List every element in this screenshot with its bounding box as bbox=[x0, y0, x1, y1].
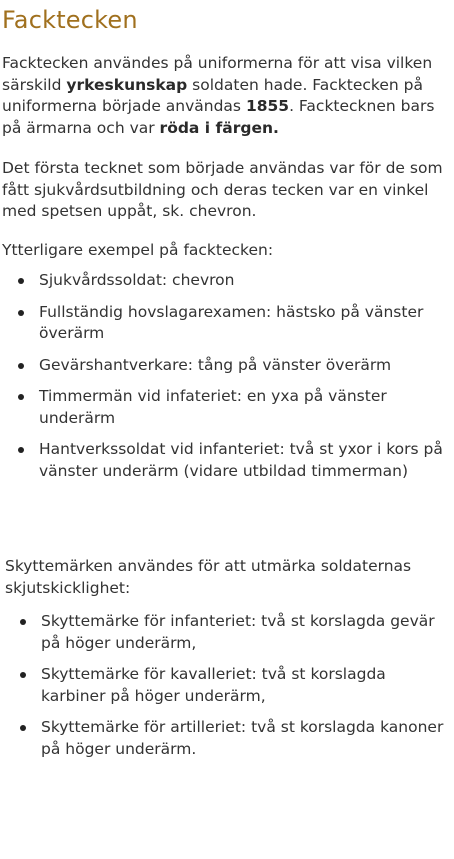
page-title: Facktecken bbox=[2, 6, 138, 34]
intro-text-2: soldaten hade. Facktecken på uniformerna började användas bbox=[2, 75, 423, 115]
list-item bbox=[2, 664, 454, 707]
bullet-icon bbox=[18, 310, 24, 316]
bullet-icon bbox=[18, 394, 24, 400]
list-item bbox=[0, 386, 452, 429]
list-item bbox=[2, 717, 454, 760]
examples-list bbox=[0, 270, 452, 492]
list-item bbox=[0, 270, 452, 292]
first-sign-paragraph: Det första tecknet som började användas var för de som fått sjukvårdsutbildning och deras tecken var en vinkel med spetsen uppåt, sk. chevron. bbox=[2, 159, 443, 220]
list-item-text: Hantverkssoldat vid infanteriet: två st yxor i kors på vänster underärm (vidare utbildad timmerman) bbox=[39, 440, 443, 480]
intro-bold-color: röda i färgen. bbox=[159, 118, 279, 137]
list-item-text: Sjukvårdssoldat: chevron bbox=[39, 271, 235, 289]
bullet-icon bbox=[20, 619, 26, 625]
marks-intro: Skyttemärken användes för att utmärka soldaternas skjutskicklighet: bbox=[5, 557, 412, 597]
intro-text-3: . Facktecknen bars på ärmarna och var bbox=[2, 97, 435, 137]
list-item-text: Gevärshantverkare: tång på vänster överärm bbox=[39, 355, 392, 374]
intro-text-1: Facktecken användes på uniformerna för att visa vilken särskild bbox=[2, 54, 433, 94]
list-item bbox=[0, 439, 452, 482]
intro-paragraph bbox=[2, 53, 450, 139]
list-item bbox=[0, 302, 452, 345]
list-item-text: Fullständig hovslagarexamen: hästsko på vänster överärm bbox=[39, 302, 424, 342]
list-item bbox=[2, 611, 454, 654]
list-item-text: Skyttemärke för kavalleriet: två st korslagda karbiner på höger underärm, bbox=[41, 665, 386, 705]
list-item-text: Timmermän vid infateriet: en yxa på vänster underärm bbox=[39, 387, 387, 427]
bullet-icon bbox=[18, 278, 24, 284]
list-item-text: Skyttemärke för infanteriet: två st korslagda gevär på höger underärm, bbox=[41, 612, 435, 652]
examples-intro: Ytterligare exempel på facktecken: bbox=[2, 241, 274, 259]
intro-bold-year: 1855 bbox=[245, 97, 290, 115]
bullet-icon bbox=[18, 363, 24, 369]
bullet-icon bbox=[20, 725, 26, 731]
intro-bold-yrkeskunskap: yrkeskunskap bbox=[66, 75, 188, 94]
list-item-text: Skyttemärke för artilleriet: två st korslagda kanoner på höger underärm. bbox=[41, 718, 444, 758]
marks-list bbox=[2, 611, 454, 770]
bullet-icon bbox=[18, 447, 24, 453]
bullet-icon bbox=[20, 672, 26, 678]
list-item bbox=[0, 355, 452, 377]
